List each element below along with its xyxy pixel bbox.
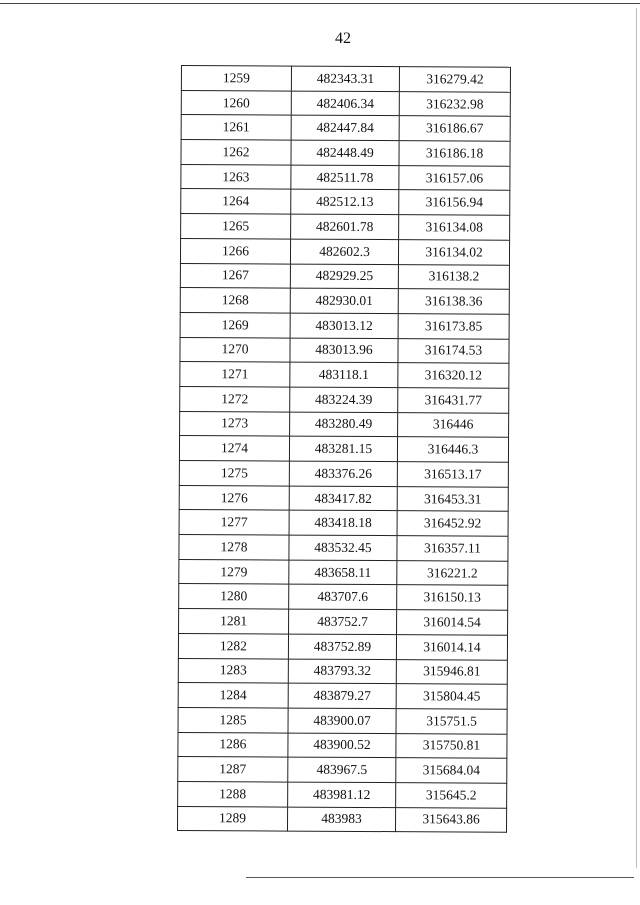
y-coordinate-cell: 316157.06: [399, 165, 510, 190]
x-coordinate-cell: 483280.49: [290, 412, 398, 437]
point-number-cell: 1274: [179, 436, 289, 461]
y-coordinate-cell: 316431.77: [398, 388, 509, 413]
point-number-cell: 1266: [180, 238, 290, 263]
y-coordinate-cell: 316174.53: [398, 338, 509, 363]
x-coordinate-cell: 483879.27: [288, 683, 396, 708]
y-coordinate-cell: 315751.5: [396, 709, 507, 734]
table-row: [178, 732, 507, 758]
table-row: [179, 485, 508, 511]
y-coordinate-cell: 316232.98: [399, 91, 510, 116]
y-coordinate-cell: 316156.94: [399, 190, 510, 215]
y-coordinate-cell: 316173.85: [398, 314, 509, 339]
table-row: [181, 164, 510, 190]
y-coordinate-cell: 316134.08: [399, 215, 510, 240]
point-number-cell: 1261: [181, 115, 291, 140]
y-coordinate-cell: 316446.3: [397, 437, 508, 462]
point-number-cell: 1277: [179, 510, 289, 535]
point-number-cell: 1280: [179, 584, 289, 609]
table-row: [179, 460, 508, 486]
x-coordinate-cell: 483967.5: [288, 757, 396, 782]
y-coordinate-cell: 316357.11: [397, 536, 508, 561]
table-row: [179, 584, 508, 610]
x-coordinate-cell: 483417.82: [289, 486, 397, 511]
x-coordinate-cell: 483793.32: [288, 659, 396, 684]
table-row: [178, 633, 507, 659]
table-row: [180, 288, 509, 314]
point-number-cell: 1288: [178, 781, 288, 806]
x-coordinate-cell: 483983: [287, 807, 395, 832]
table-row: [178, 781, 507, 807]
y-coordinate-cell: 316138.2: [398, 264, 509, 289]
x-coordinate-cell: 483752.89: [288, 634, 396, 659]
x-coordinate-cell: 482406.34: [291, 91, 399, 116]
table-row: [181, 115, 510, 141]
table-row: [180, 386, 509, 412]
y-coordinate-cell: 316446: [398, 412, 509, 437]
point-number-cell: 1260: [181, 90, 291, 115]
point-number-cell: 1287: [178, 757, 288, 782]
point-number-cell: 1283: [178, 658, 288, 683]
y-coordinate-cell: 315804.45: [396, 684, 507, 709]
table-row: [179, 559, 508, 585]
table-row: [179, 535, 508, 561]
y-coordinate-cell: 316221.2: [397, 560, 508, 585]
point-number-cell: 1267: [180, 263, 290, 288]
point-number-cell: 1285: [178, 707, 288, 732]
x-coordinate-cell: 482601.78: [291, 214, 399, 239]
point-number-cell: 1273: [180, 411, 290, 436]
table-row: [177, 806, 506, 832]
y-coordinate-cell: 315750.81: [396, 733, 507, 758]
point-number-cell: 1286: [178, 732, 288, 757]
point-number-cell: 1264: [181, 189, 291, 214]
y-coordinate-cell: 316014.14: [396, 634, 507, 659]
top-rule: [0, 3, 640, 4]
x-coordinate-cell: 483013.96: [290, 338, 398, 363]
point-number-cell: 1265: [181, 214, 291, 239]
y-coordinate-cell: 315684.04: [396, 758, 507, 783]
y-coordinate-cell: 316138.36: [398, 289, 509, 314]
table-row: [179, 510, 508, 536]
x-coordinate-cell: 483981.12: [288, 782, 396, 807]
table-row: [180, 362, 509, 388]
x-coordinate-cell: 483707.6: [289, 585, 397, 610]
x-coordinate-cell: 482930.01: [290, 288, 398, 313]
y-coordinate-cell: 315645.2: [396, 783, 507, 808]
coordinates-table-body: [177, 66, 510, 833]
table-row: [180, 411, 509, 437]
table-row: [181, 189, 510, 215]
x-coordinate-cell: 483658.11: [289, 560, 397, 585]
x-coordinate-cell: 483900.07: [288, 708, 396, 733]
point-number-cell: 1282: [178, 633, 288, 658]
point-number-cell: 1278: [179, 535, 289, 560]
x-coordinate-cell: 483532.45: [289, 535, 397, 560]
table-row: [178, 707, 507, 733]
point-number-cell: 1268: [180, 288, 290, 313]
point-number-cell: 1259: [181, 66, 291, 91]
point-number-cell: 1269: [180, 312, 290, 337]
x-coordinate-cell: 483900.52: [288, 733, 396, 758]
x-coordinate-cell: 482448.49: [291, 140, 399, 165]
x-coordinate-cell: 482512.13: [291, 190, 399, 215]
y-coordinate-cell: 316452.92: [397, 511, 508, 536]
x-coordinate-cell: 482929.25: [290, 264, 398, 289]
y-coordinate-cell: 315643.86: [395, 807, 506, 832]
x-coordinate-cell: 483376.26: [289, 461, 397, 486]
point-number-cell: 1284: [178, 683, 288, 708]
point-number-cell: 1272: [180, 386, 290, 411]
table-row: [181, 214, 510, 240]
table-row: [178, 683, 507, 709]
table-row: [180, 263, 509, 289]
y-coordinate-cell: 316134.02: [398, 239, 509, 264]
point-number-cell: 1271: [180, 362, 290, 387]
x-coordinate-cell: 483418.18: [289, 510, 397, 535]
point-number-cell: 1281: [179, 609, 289, 634]
x-coordinate-cell: 483752.7: [289, 609, 397, 634]
y-coordinate-cell: 316186.18: [399, 141, 510, 166]
coordinates-table: [177, 65, 511, 833]
y-coordinate-cell: 316014.54: [397, 610, 508, 635]
x-coordinate-cell: 482343.31: [291, 66, 399, 91]
page-edge: [636, 8, 637, 868]
bottom-rule: [246, 877, 634, 878]
y-coordinate-cell: 316150.13: [397, 585, 508, 610]
x-coordinate-cell: 482511.78: [291, 165, 399, 190]
y-coordinate-cell: 316186.67: [399, 116, 510, 141]
x-coordinate-cell: 483224.39: [290, 387, 398, 412]
point-number-cell: 1275: [179, 460, 289, 485]
y-coordinate-cell: 316453.31: [397, 486, 508, 511]
y-coordinate-cell: 315946.81: [396, 659, 507, 684]
x-coordinate-cell: 483281.15: [289, 436, 397, 461]
point-number-cell: 1279: [179, 559, 289, 584]
table-row: [178, 757, 507, 783]
point-number-cell: 1270: [180, 337, 290, 362]
point-number-cell: 1263: [181, 164, 291, 189]
table-row: [179, 609, 508, 635]
x-coordinate-cell: 482602.3: [290, 239, 398, 264]
point-number-cell: 1262: [181, 140, 291, 165]
table-row: [181, 140, 510, 166]
point-number-cell: 1276: [179, 485, 289, 510]
table-row: [178, 658, 507, 684]
table-row: [181, 90, 510, 116]
y-coordinate-cell: 316279.42: [399, 67, 510, 92]
table-row: [179, 436, 508, 462]
x-coordinate-cell: 483013.12: [290, 313, 398, 338]
y-coordinate-cell: 316320.12: [398, 363, 509, 388]
table-row: [180, 238, 509, 264]
table-row: [181, 66, 510, 92]
table-row: [180, 312, 509, 338]
table-row: [180, 337, 509, 363]
page-number: 42: [335, 30, 351, 47]
y-coordinate-cell: 316513.17: [397, 462, 508, 487]
point-number-cell: 1289: [177, 806, 287, 831]
x-coordinate-cell: 482447.84: [291, 115, 399, 140]
x-coordinate-cell: 483118.1: [290, 362, 398, 387]
